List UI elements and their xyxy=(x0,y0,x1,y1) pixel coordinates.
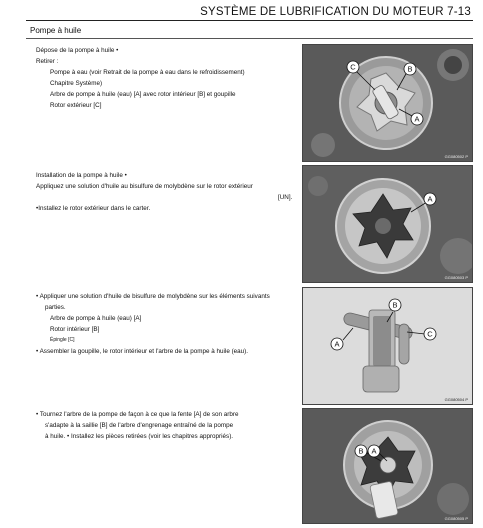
callout-label: B xyxy=(358,446,364,456)
text-block-assembly xyxy=(36,291,270,357)
step-line: •Installez le rotor extérieur dans le carter. xyxy=(36,205,151,212)
step-line: • Assembler la goupille, le rotor intérieur et l'arbre de la pompe à huile (eau). xyxy=(36,348,249,355)
callout-label: B xyxy=(407,64,413,74)
step-line: Rotor extérieur [C] xyxy=(50,102,102,109)
step-line: parties. xyxy=(45,304,66,311)
page-header-title: SYSTÈME DE LUBRIFICATION DU MOTEUR 7-13 xyxy=(200,6,471,18)
step-heading: Dépose de la pompe à huile • xyxy=(36,47,119,54)
section-rule xyxy=(26,38,473,39)
step-heading: Installation de la pompe à huile • xyxy=(36,172,127,179)
pump-shaft-photo xyxy=(303,288,472,404)
step-line: • Appliquer une solution d'huile de bisulfure de molybdène sur les éléments suivants xyxy=(36,293,270,300)
figure-code: GG080505 P xyxy=(444,516,468,521)
figure-shaft-slot-alignment xyxy=(302,408,473,524)
callout-label: C xyxy=(427,329,433,339)
callout-label: A xyxy=(427,194,433,204)
figure-code: GG080502 P xyxy=(444,154,468,159)
step-line: Épingle [C] xyxy=(50,337,75,343)
figure-code: GG080503 P xyxy=(444,275,468,280)
step-line: Rotor intérieur [B] xyxy=(50,326,100,333)
oil-pump-photo-1 xyxy=(303,45,472,161)
callout-label: C xyxy=(350,62,356,72)
step-line: Chapitre Système) xyxy=(50,80,103,87)
figure-code: GG080504 P xyxy=(444,397,468,402)
figure-shaft-assembly xyxy=(302,287,473,405)
header-rule xyxy=(26,20,473,21)
step-line: s'adapte à la saillie [B] de l'arbre d'engrenage entraîné de la pompe xyxy=(45,422,234,429)
step-line: à huile. • Installez les pièces retirées (voir les chapitres appropriés). xyxy=(45,433,234,440)
text-block-removal xyxy=(36,45,245,111)
callout-label: A xyxy=(414,114,420,124)
section-title: Pompe à huile xyxy=(30,26,82,35)
step-line: [UN]. xyxy=(278,194,293,201)
callout-label: A xyxy=(334,339,340,349)
text-block-final xyxy=(36,409,238,442)
callout-label: A xyxy=(371,446,377,456)
step-line: Arbre de pompe à huile (eau) [A] xyxy=(50,315,142,322)
step-line: Arbre de pompe à huile (eau) [A] avec rotor intérieur [B] et goupille xyxy=(50,91,236,98)
step-line: Retirer : xyxy=(36,58,59,65)
step-line: Appliquez une solution d'huile au bisulfure de molybdène sur le rotor extérieur xyxy=(36,183,253,190)
step-line: Pompe à eau (voir Retrait de la pompe à eau dans le refroidissement) xyxy=(50,69,245,76)
step-line: • Tournez l'arbre de la pompe de façon à ce que la fente [A] de son arbre xyxy=(36,411,239,418)
figure-outer-rotor-install xyxy=(302,165,473,283)
text-block-installation xyxy=(36,170,292,214)
oil-pump-photo-4 xyxy=(303,409,472,523)
callout-label: B xyxy=(392,300,398,310)
oil-pump-photo-2 xyxy=(303,166,472,282)
figure-oil-pump-removal xyxy=(302,44,473,162)
